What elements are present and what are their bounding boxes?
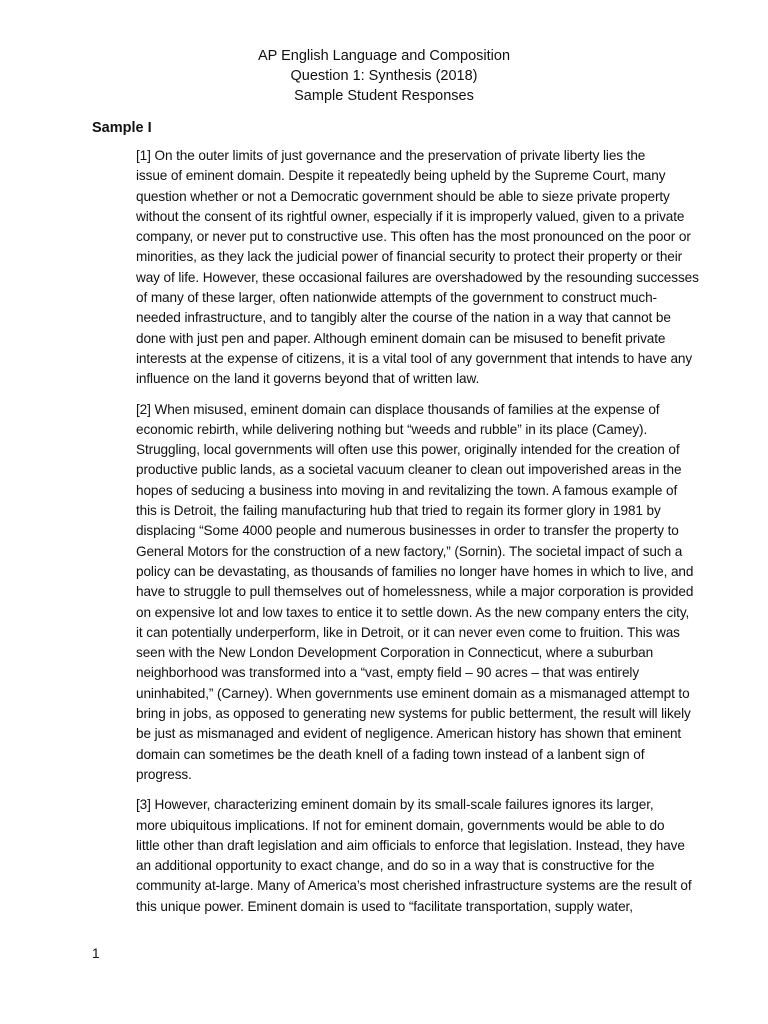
paragraph-line: interests at the expense of citizens, it is a vital tool of any government that intends to have any <box>136 350 693 366</box>
header-course-title: AP English Language and Composition <box>257 48 511 64</box>
paragraph-line: this unique power. Eminent domain is used to “facilitate transportation, supply water, <box>136 898 633 914</box>
paragraph-line: neighborhood was transformed into a “vast, empty field – 90 acres – that was entirely <box>136 665 640 681</box>
paragraph-2 <box>92 400 694 786</box>
paragraph-line: way of life. However, these occasional failures are overshadowed by the resounding successes <box>136 269 699 285</box>
paragraph-line: community at-large. Many of America’s most cherished infrastructure systems are the result of <box>136 878 692 894</box>
paragraph-line: little other than draft legislation and aim officials to enforce that legislation. Instead, they have <box>136 837 685 853</box>
paragraph-line: seen with the New London Development Corporation in Connecticut, where a suburban <box>136 645 654 661</box>
paragraph-line: done with just pen and paper. Although eminent domain can be misused to benefit private <box>136 330 666 346</box>
paragraph-line: on expensive lot and low taxes to entice it to settle down. As the new company enters the city, <box>136 604 690 620</box>
sample-heading: Sample I <box>92 120 152 136</box>
paragraph-line: of many of these larger, often nationwide attempts of the government to construct much- <box>136 290 657 306</box>
paragraph-line: uninhabited,” (Carney). When governments use eminent domain as a mismanaged attempt to <box>136 685 690 701</box>
paragraph-3 <box>92 795 692 917</box>
paragraph-line: progress. <box>136 766 192 782</box>
paragraph-line: this is Detroit, the failing manufacturing hub that tried to regain its former glory in 1981 by <box>136 503 661 519</box>
paragraph-line: displacing “Some 4000 people and numerous businesses in order to transfer the property to <box>136 523 679 539</box>
header-subtitle: Sample Student Responses <box>294 88 474 104</box>
paragraph-line: influence on the land it governs beyond that of written law. <box>136 371 480 387</box>
paragraph-line: productive public lands, as a societal vacuum cleaner to clean out impoverished areas in the <box>136 462 682 478</box>
paragraph-line: [2] When misused, eminent domain can displace thousands of families at the expense of <box>136 401 660 417</box>
paragraph-line: an additional opportunity to exact change, and do so in a way that is constructive for the <box>136 858 655 874</box>
paragraph-line: have to struggle to pull themselves out of homelessness, while a major corporation is provided <box>136 584 694 600</box>
paragraph-line: bring in jobs, as opposed to generating new systems for public betterment, the result will likely <box>136 706 691 722</box>
paragraph-line: company, or never put to constructive use. This often has the most pronounced on the poor or <box>136 229 691 245</box>
paragraph-line: policy can be devastating, as thousands of families no longer have homes in which to live, and <box>136 563 694 579</box>
document-header <box>0 46 768 106</box>
paragraph-line: minorities, as they lack the judicial power of financial security to protect their property or their <box>136 249 683 265</box>
paragraph-line: it can potentially underperform, like in Detroit, or it can never even come to fruition. This was <box>136 624 680 640</box>
paragraph-line: be just as mismanaged and evident of negligence. American history has shown that eminent <box>136 726 682 742</box>
paragraph-line: more ubiquitous implications. If not for eminent domain, governments would be able to do <box>136 817 665 833</box>
paragraph-1 <box>92 146 699 390</box>
paragraph-line: needed infrastructure, and to tangibly alter the course of the nation in a way that cannot be <box>136 310 671 326</box>
header-question-title: Question 1: Synthesis (2018) <box>290 68 478 84</box>
paragraph-line: economic rebirth, while delivering nothing but “weeds and rubble” in its place (Camey). <box>136 421 648 437</box>
paragraph-line: Struggling, local governments will often use this power, originally intended for the creation of <box>136 442 680 458</box>
paragraph-line: domain can sometimes be the death knell of a fading town instead of a lanbent sign of <box>136 746 645 762</box>
paragraph-line: without the consent of its rightful owner, especially if it is improperly valued, given to a private <box>136 208 685 224</box>
essay-body <box>92 146 699 927</box>
paragraph-line: question whether or not a Democratic government should be able to sieze private property <box>136 188 670 204</box>
paragraph-line: General Motors for the construction of a new factory,” (Sornin). The societal impact of such a <box>136 543 683 559</box>
paragraph-line: [1] On the outer limits of just governance and the preservation of private liberty lies the <box>136 148 646 163</box>
paragraph-line: issue of eminent domain. Despite it repeatedly being upheld by the Supreme Court, many <box>136 168 666 184</box>
paragraph-line: [3] However, characterizing eminent domain by its small-scale failures ignores its larger, <box>136 797 654 813</box>
page-number: 1 <box>92 946 100 961</box>
paragraph-line: hopes of seducing a business into moving in and revitalizing the town. A famous example of <box>136 482 678 498</box>
